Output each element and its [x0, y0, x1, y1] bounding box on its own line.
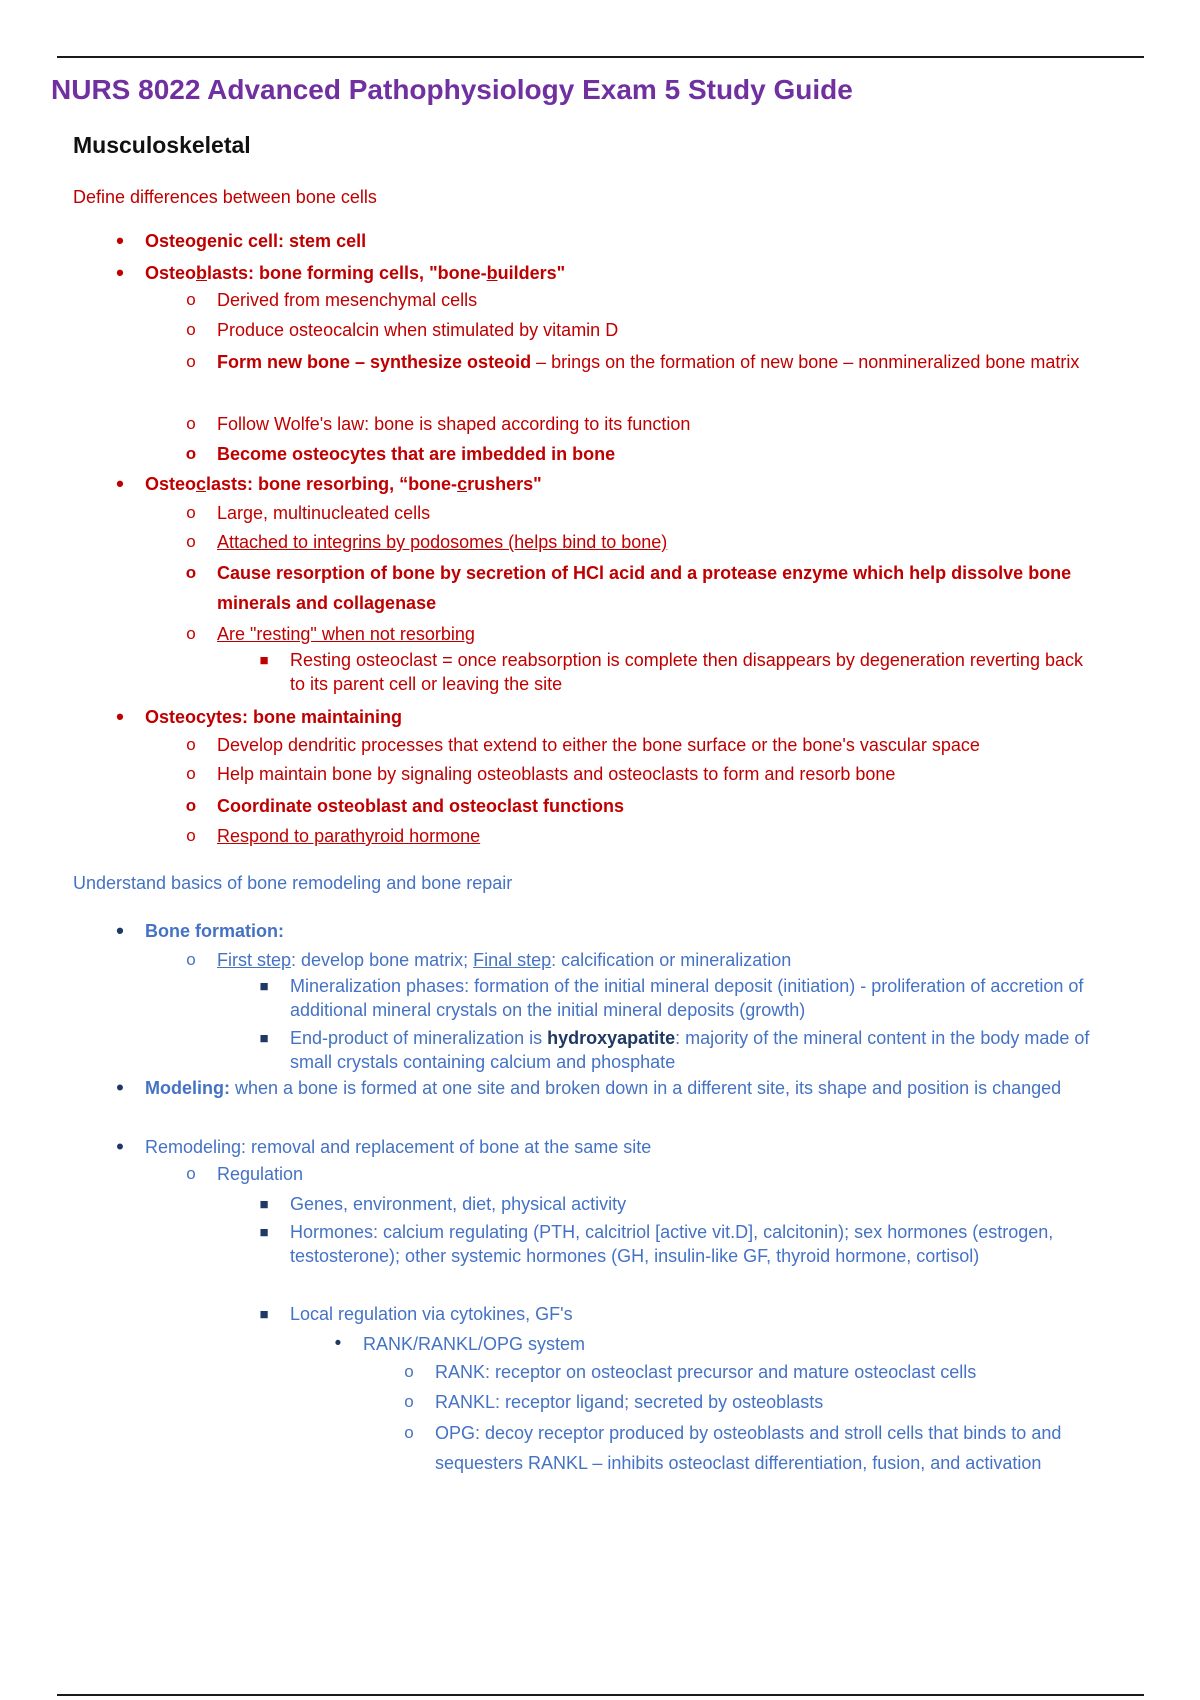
- bottom-rule: [57, 1694, 1144, 1696]
- list-item-osteogenic: • Osteogenic cell: stem cell: [145, 228, 1085, 254]
- list-item-opg: o OPG: decoy receptor produced by osteoblasts and stroll cells that binds to and sequesters RANKL – inhibits osteoclast differentiation, fusion, and activation: [435, 1418, 1105, 1478]
- circle-bullet-icon: o: [186, 950, 196, 969]
- list-item-coordinate: o Coordinate osteoblast and osteoclast functions: [217, 793, 1087, 819]
- circle-bullet-icon: o: [186, 826, 196, 845]
- circle-bullet-icon: o: [186, 352, 196, 371]
- list-item-dendritic: o Develop dendritic processes that extend to either the bone surface or the bone's vascular space: [217, 732, 1087, 758]
- list-item-osteoclasts: • Osteoclasts: bone resorbing, “bone-crushers": [145, 471, 1085, 497]
- bullet-icon: •: [116, 260, 124, 285]
- bullet-icon: •: [116, 704, 124, 729]
- list-item-mineralization-phases: ■ Mineralization phases: formation of the initial mineral deposit (initiation) - proliferation of accretion of additional mineral crystals on the initial mineral deposits (growth): [290, 974, 1090, 1022]
- circle-bullet-icon: o: [186, 1164, 196, 1183]
- list-item-osteocalcin: o Produce osteocalcin when stimulated by vitamin D: [217, 317, 1087, 343]
- list-item-modeling: • Modeling: when a bone is formed at one site and broken down in a different site, its shape and position is changed: [145, 1075, 1085, 1101]
- question-remodeling: Understand basics of bone remodeling and bone repair: [73, 873, 513, 893]
- list-item-local-regulation: ■ Local regulation via cytokines, GF's: [290, 1302, 1090, 1326]
- list-item-osteoblasts: • Osteoblasts: bone forming cells, "bone-builders": [145, 260, 1085, 286]
- circle-bullet-icon: o: [185, 796, 197, 815]
- circle-bullet-icon: o: [186, 503, 196, 522]
- section-heading: Musculoskeletal: [73, 132, 251, 158]
- list-item-regulation: o Regulation: [217, 1161, 1087, 1187]
- list-item-rank: o RANK: receptor on osteoclast precursor and mature osteoclast cells: [435, 1357, 1105, 1387]
- list-item-rank-system: • RANK/RANKL/OPG system: [363, 1331, 1093, 1357]
- bullet-icon: •: [116, 918, 124, 943]
- list-item-remodeling: • Remodeling: removal and replacement of bone at the same site: [145, 1134, 1085, 1160]
- bullet-icon: •: [116, 471, 124, 496]
- list-item-rankl: o RANKL: receptor ligand; secreted by osteoblasts: [435, 1387, 1105, 1417]
- circle-bullet-icon: o: [186, 735, 196, 754]
- square-bullet-icon: ■: [259, 978, 269, 995]
- list-item-resting: o Are "resting" when not resorbing: [217, 621, 1087, 647]
- question-bone-cells: Define differences between bone cells: [73, 187, 377, 207]
- bullet-icon: •: [116, 228, 124, 253]
- list-item-form-new-bone: o Form new bone – synthesize osteoid – brings on the formation of new bone – nonmineralized bone matrix: [217, 347, 1087, 377]
- list-item-become-osteocytes: o Become osteocytes that are imbedded in bone: [217, 441, 1087, 467]
- list-item-derived: o Derived from mesenchymal cells: [217, 287, 1087, 313]
- list-item-bone-formation: • Bone formation:: [145, 918, 1085, 944]
- list-item-wolfe: o Follow Wolfe's law: bone is shaped according to its function: [217, 411, 1087, 437]
- list-item-osteocytes: • Osteocytes: bone maintaining: [145, 704, 1085, 730]
- circle-bullet-icon: o: [186, 414, 196, 433]
- circle-bullet-icon: o: [404, 1362, 414, 1381]
- square-bullet-icon: ■: [259, 1306, 269, 1323]
- circle-bullet-icon: o: [186, 764, 196, 783]
- document-title: NURS 8022 Advanced Pathophysiology Exam 5 Study Guide: [51, 74, 853, 105]
- square-bullet-icon: ■: [259, 1196, 269, 1213]
- list-item-hydroxyapatite: ■ End-product of mineralization is hydroxyapatite: majority of the mineral content in the body made of small crystals containing calcium and phosphate: [290, 1026, 1090, 1074]
- circle-bullet-icon: o: [185, 563, 197, 582]
- circle-bullet-icon: o: [404, 1423, 414, 1442]
- circle-bullet-icon: o: [404, 1392, 414, 1411]
- list-item-genes: ■ Genes, environment, diet, physical activity: [290, 1192, 1090, 1216]
- circle-bullet-icon: o: [186, 532, 196, 551]
- bullet-icon: •: [116, 1134, 124, 1159]
- top-rule: [57, 56, 1144, 58]
- list-item-resorption: o Cause resorption of bone by secretion of HCl acid and a protease enzyme which help dissolve bone minerals and collagenase: [217, 558, 1087, 618]
- list-item-signaling: o Help maintain bone by signaling osteoblasts and osteoclasts to form and resorb bone: [217, 761, 1087, 787]
- circle-bullet-icon: o: [186, 624, 196, 643]
- square-bullet-icon: ■: [259, 652, 269, 669]
- bullet-icon: •: [334, 1333, 342, 1354]
- bullet-icon: •: [116, 1075, 124, 1100]
- list-item-pth: o Respond to parathyroid hormone: [217, 823, 1087, 849]
- list-item-resting-detail: ■ Resting osteoclast = once reabsorption is complete then disappears by degeneration reverting back to its parent cell or leaving the site: [290, 648, 1090, 696]
- list-item-steps: o First step: develop bone matrix; Final step: calcification or mineralization: [217, 947, 1087, 973]
- circle-bullet-icon: o: [186, 320, 196, 339]
- circle-bullet-icon: o: [185, 444, 197, 463]
- list-item-multinucleated: o Large, multinucleated cells: [217, 500, 1087, 526]
- square-bullet-icon: ■: [259, 1224, 269, 1241]
- circle-bullet-icon: o: [186, 290, 196, 309]
- square-bullet-icon: ■: [259, 1030, 269, 1047]
- list-item-podosomes: o Attached to integrins by podosomes (helps bind to bone): [217, 529, 1087, 555]
- list-item-hormones: ■ Hormones: calcium regulating (PTH, calcitriol [active vit.D], calcitonin); sex hormones (estrogen, testosterone); other systemic hormones (GH, insulin-like GF, thyroid hormone, cortisol): [290, 1220, 1090, 1268]
